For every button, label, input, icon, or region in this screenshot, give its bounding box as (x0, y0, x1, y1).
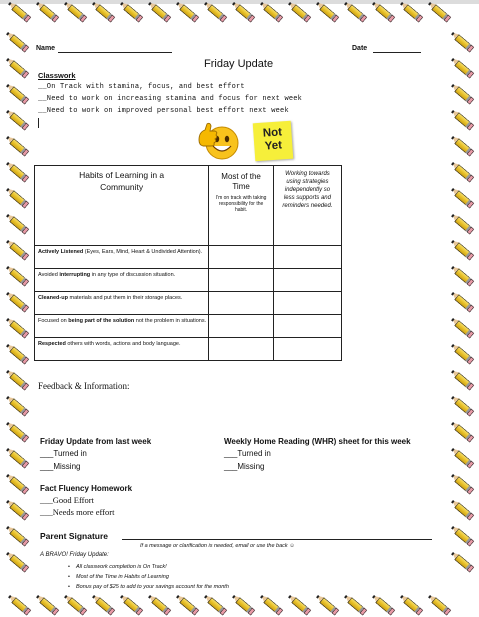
fact-fluency-heading: Fact Fluency Homework (40, 484, 133, 493)
checkbox-cell-most[interactable] (209, 269, 274, 292)
pencil-icon (5, 56, 29, 78)
habit-bold: Cleaned-up (38, 295, 68, 301)
whr-turned-in[interactable]: ___Turned in (224, 449, 271, 458)
pencil-icon (450, 160, 474, 182)
checkbox-cell-most[interactable] (209, 246, 274, 269)
pencil-icon (450, 82, 474, 104)
pencil-icon (450, 316, 474, 338)
pencil-icon (7, 593, 31, 615)
pencil-icon (5, 30, 29, 52)
habits-header-not-yet (273, 166, 341, 246)
pencil-icon (450, 550, 474, 572)
pencil-icon (5, 368, 29, 390)
pencil-icon (5, 446, 29, 468)
classwork-option-on-track: __On Track with stamina, focus, and best effort (38, 83, 245, 91)
pencil-icon (371, 593, 395, 615)
pencil-icon (450, 342, 474, 364)
pencil-icon (35, 593, 59, 615)
friday-update-turned-in[interactable]: ___Turned in (40, 449, 87, 458)
name-field[interactable] (58, 44, 172, 53)
pencil-icon (5, 342, 29, 364)
pencil-icon (287, 593, 311, 615)
pencil-icon (343, 593, 367, 615)
pencil-icon (175, 593, 199, 615)
list-item: • All classwork completion is On Track! (68, 562, 229, 572)
habit-rest: in any type of discussion situation. (90, 272, 176, 278)
friday-update-missing[interactable]: ___Missing (40, 462, 81, 471)
pencil-icon (5, 264, 29, 286)
checkbox-cell-not-yet[interactable] (273, 246, 341, 269)
pencil-icon (5, 108, 29, 130)
pencil-icon (450, 368, 474, 390)
habit-part-of-solution (35, 315, 209, 338)
text-cursor (38, 118, 39, 128)
fact-fluency-good-effort[interactable]: ___Good Effort (40, 495, 94, 505)
pencil-icon (450, 472, 474, 494)
pencil-icon (5, 134, 29, 156)
thumbs-up-smiley-icon (197, 120, 243, 162)
pencil-icon (5, 394, 29, 416)
pencil-icon (147, 593, 171, 615)
pencil-icon (5, 212, 29, 234)
classwork-option-effort: __Need to work on improved personal best effort next week (38, 107, 289, 115)
bravo-list (68, 562, 229, 592)
whr-heading: Weekly Home Reading (WHR) sheet for this week (224, 437, 411, 446)
friday-update-last-week-heading: Friday Update from last week (40, 437, 152, 446)
pencil-icon (5, 550, 29, 572)
pencil-icon (315, 593, 339, 615)
checkbox-cell-not-yet[interactable] (273, 269, 341, 292)
table-row (35, 269, 342, 292)
pencil-icon (450, 30, 474, 52)
worksheet-page (32, 36, 447, 596)
table-row (35, 292, 342, 315)
fact-fluency-needs-more[interactable]: ___Needs more effort (40, 507, 115, 517)
list-item: • Most of the Time in Habits of Learning (68, 572, 229, 582)
pencil-icon (427, 593, 451, 615)
checkbox-cell-not-yet[interactable] (273, 338, 341, 361)
pencil-icon (5, 186, 29, 208)
pencil-icon (5, 238, 29, 260)
pencil-icon (5, 82, 29, 104)
habit-avoided-interrupting (35, 269, 209, 292)
pencil-icon (231, 593, 255, 615)
table-row (35, 246, 342, 269)
classwork-heading: Classwork (38, 71, 76, 80)
habit-respected (35, 338, 209, 361)
habit-pre: Focused on (38, 318, 69, 324)
habit-rest: not the problem in situations. (134, 318, 207, 324)
pencil-icon (5, 498, 29, 520)
pencil-icon (5, 316, 29, 338)
habit-rest: others with words, actions and body language. (65, 341, 181, 347)
viewer-top-bar (0, 0, 479, 4)
pencil-icon (450, 212, 474, 234)
date-label: Date (352, 45, 368, 52)
pencil-icon (450, 524, 474, 546)
pencil-icon (5, 290, 29, 312)
pencil-icon (450, 186, 474, 208)
feedback-label: Feedback & Information: (38, 381, 130, 391)
habit-rest: (Eyes, Ears, Mind, Heart & Undivided Attention). (83, 249, 203, 255)
habits-table (34, 165, 342, 361)
pencil-icon (119, 593, 143, 615)
habits-header-main-text: Habits of Learning in a Community (79, 170, 165, 192)
checkbox-cell-most[interactable] (209, 292, 274, 315)
habit-pre: Avoided (38, 272, 60, 278)
pencil-icon (450, 238, 474, 260)
pencil-icon (91, 593, 115, 615)
habits-table-header-row (35, 166, 342, 246)
pencil-icon (5, 524, 29, 546)
pencil-icon (63, 593, 87, 615)
habit-bold: Actively Listened (38, 249, 84, 255)
bravo-intro: A BRAVO! Friday Update: (40, 552, 109, 558)
parent-signature-label: Parent Signature (40, 531, 109, 541)
table-row (35, 315, 342, 338)
pencil-icon (5, 472, 29, 494)
checkbox-cell-most[interactable] (209, 315, 274, 338)
habit-bold: Respected (38, 341, 66, 347)
habits-header-most-of-time (209, 166, 274, 246)
table-row (35, 338, 342, 361)
parent-note: If a message or clarification is needed, email or use the back ☺ (140, 543, 295, 549)
checkbox-cell-not-yet[interactable] (273, 315, 341, 338)
habits-header-most-of-time-note: I'm on track with taking responsibility for the habit. (215, 195, 267, 213)
habit-bold: being part of the solution (68, 318, 135, 324)
pencil-icon (450, 134, 474, 156)
classwork-option-stamina: __Need to work on increasing stamina and focus for next week (38, 95, 303, 103)
habit-actively-listened (35, 246, 209, 269)
habits-header-main (35, 166, 209, 246)
not-yet-sticky-note (253, 121, 294, 162)
pencil-icon (259, 593, 283, 615)
pencil-icon (203, 593, 227, 615)
parent-signature-field[interactable] (122, 531, 432, 540)
habit-rest: materials and put them in their storage places. (67, 295, 183, 301)
whr-missing[interactable]: ___Missing (224, 462, 265, 471)
pencil-icon (5, 420, 29, 442)
checkbox-cell-most[interactable] (209, 338, 274, 361)
habits-header-not-yet-note: Working towards using strategies independently so less supports and reminders needed. (282, 171, 333, 209)
list-item: • Bonus pay of $25 to add to your savings account for the month (68, 582, 229, 592)
pencil-icon (5, 160, 29, 182)
pencil-icon (450, 498, 474, 520)
sticky-note-line-1: Not (262, 126, 283, 140)
pencil-icon (450, 420, 474, 442)
name-label: Name (36, 45, 56, 52)
pencil-icon (450, 108, 474, 130)
pencil-icon (399, 593, 423, 615)
pencil-icon (450, 394, 474, 416)
date-field[interactable] (373, 44, 421, 53)
page-title: Friday Update (204, 58, 274, 70)
habit-bold: interrupting (59, 272, 91, 278)
sticky-note-line-2: Yet (264, 139, 283, 153)
habit-cleaned-up (35, 292, 209, 315)
habits-header-most-of-time-title: Most of the Time (221, 172, 261, 191)
pencil-icon (450, 290, 474, 312)
checkbox-cell-not-yet[interactable] (273, 292, 341, 315)
pencil-icon (450, 264, 474, 286)
pencil-icon (450, 446, 474, 468)
pencil-icon (450, 56, 474, 78)
